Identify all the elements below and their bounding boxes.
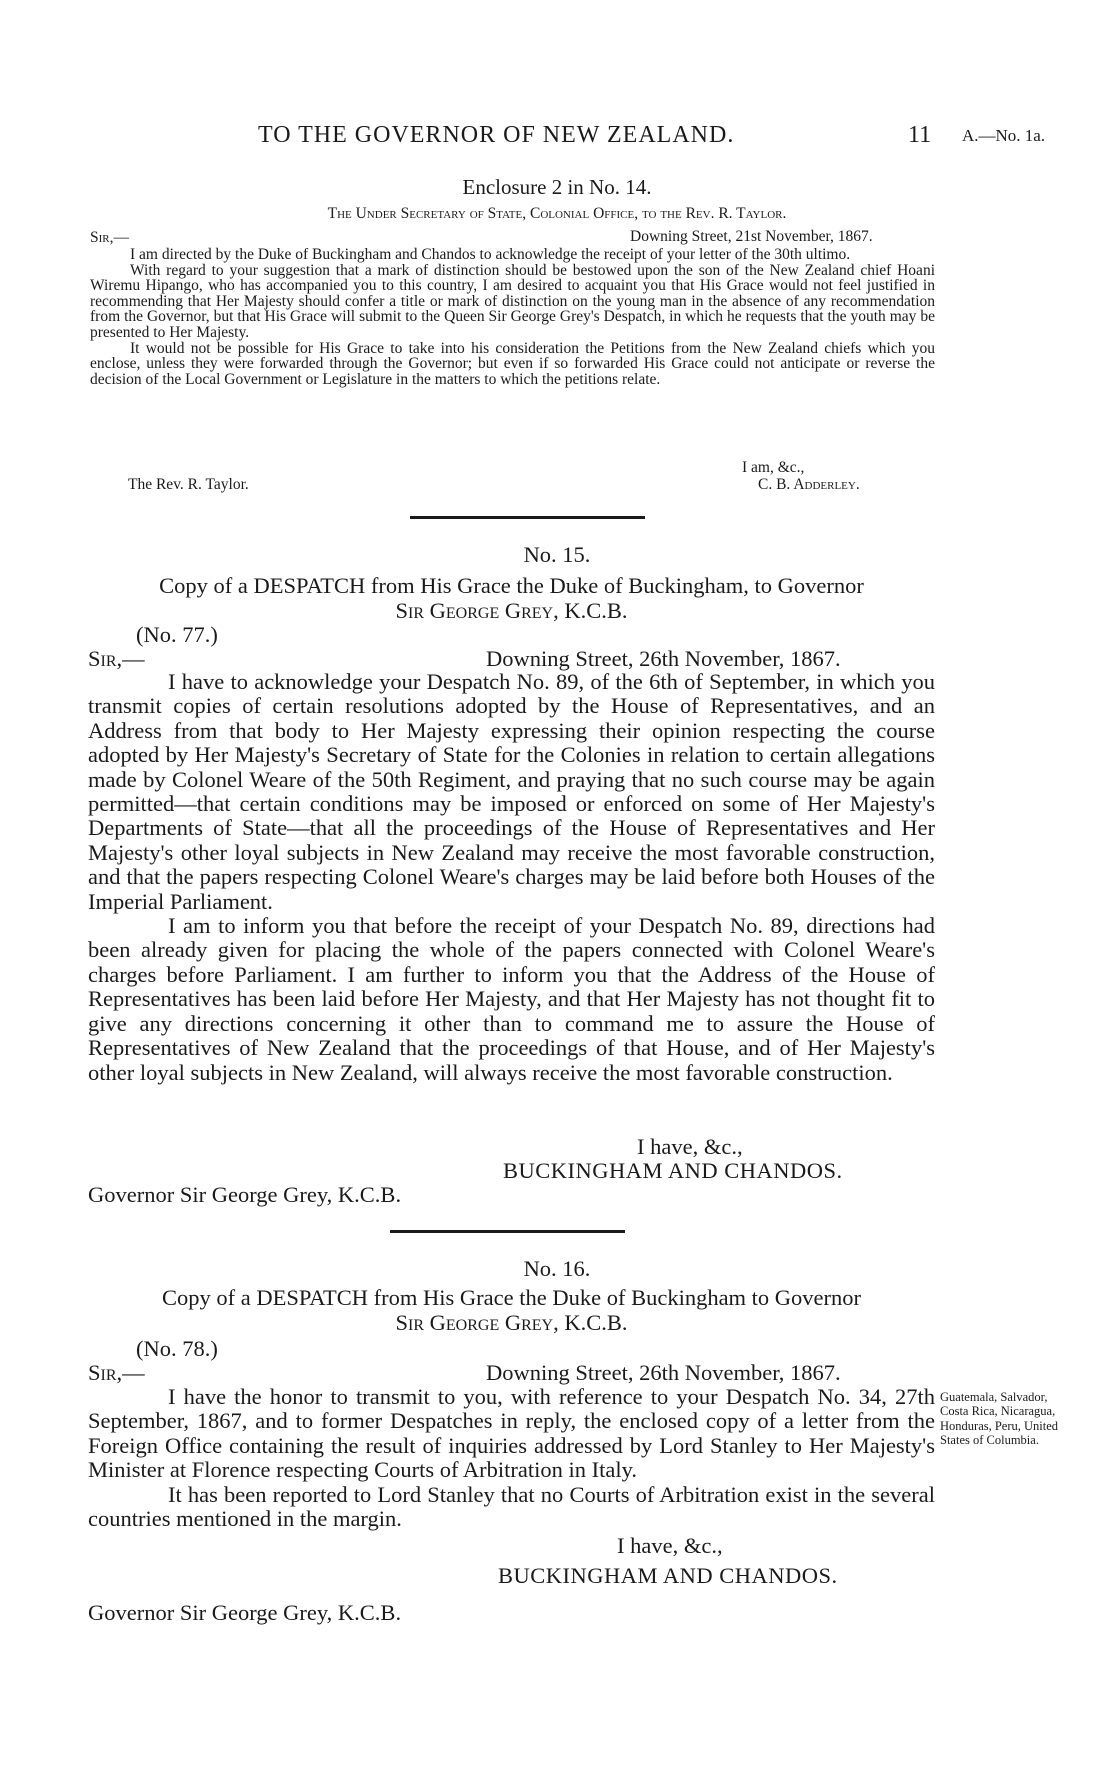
page-number: 11	[908, 122, 932, 148]
despatch-16-salutation: Sir,—	[88, 1360, 145, 1385]
despatch-15-body	[88, 670, 935, 1085]
despatch-15-paragraph-2: I am to inform you that before the receipt of your Despatch No. 89, directions had been already given for placing the whole of the papers connected with Colonel Weare's charges before Parliament. I am further to inform you that the Address of the House of Representatives has been laid before Her Majesty, and that Her Majesty has not thought fit to give any directions concerning it other than to command me to assure the House of Representatives of New Zealand that the proceedings of that House, and of Her Majesty's other loyal subjects in New Zealand, will always receive the most favorable construction.	[88, 913, 935, 1085]
margin-note-countries: Guatemala, Salvador, Costa Rica, Nicaragua, Honduras, Peru, United States of Columbia.	[940, 1390, 1059, 1447]
despatch-16-reference: (No. 78.)	[136, 1336, 218, 1361]
despatch-16-title-line-1: Copy of a DESPATCH from His Grace the Duke of Buckingham to Governor	[161, 1285, 862, 1310]
enclosure-place-date: Downing Street, 21st November, 1867.	[630, 228, 873, 245]
despatch-15-salutation: Sir,—	[88, 646, 145, 671]
despatch-16-number: No. 16.	[523, 1256, 591, 1281]
despatch-15-signature: BUCKINGHAM AND CHANDOS.	[503, 1158, 843, 1183]
enclosure-paragraph-1: I am directed by the Duke of Buckingham and Chandos to acknowledge the receipt of your letter of the 30th ultimo.	[130, 246, 851, 263]
despatch-16-paragraph-2: It has been reported to Lord Stanley that no Courts of Arbitration exist in the several countries mentioned in the margin.	[88, 1481, 935, 1532]
enclosure-body	[90, 247, 935, 387]
despatch-15-reference: (No. 77.)	[136, 622, 218, 647]
enclosure-salutation: Sir,—	[90, 229, 129, 246]
despatch-15-title-line-2: Sir George Grey, K.C.B.	[395, 598, 628, 623]
section-divider	[390, 1230, 625, 1233]
despatch-15-closing: I have, &c.,	[637, 1134, 743, 1159]
page-header	[0, 122, 1114, 152]
despatch-16-signature: BUCKINGHAM AND CHANDOS.	[498, 1563, 838, 1588]
despatch-16-closing: I have, &c.,	[617, 1533, 723, 1558]
despatch-16-place-date: Downing Street, 26th November, 1867.	[486, 1360, 841, 1385]
enclosure-heading: Enclosure 2 in No. 14.	[462, 175, 652, 199]
despatch-15-title-line-1: Copy of a DESPATCH from His Grace the Duke of Buckingham, to Governor	[159, 573, 864, 598]
despatch-15-addressee: Governor Sir George Grey, K.C.B.	[88, 1182, 402, 1207]
despatch-16-addressee: Governor Sir George Grey, K.C.B.	[88, 1600, 402, 1625]
enclosure-addressee: The Rev. R. Taylor.	[128, 476, 249, 493]
despatch-15-place-date: Downing Street, 26th November, 1867.	[486, 646, 841, 671]
despatch-16-paragraph-1: I have the honor to transmit to you, with reference to your Despatch No. 34, 27th September, 1867, and to former Despatches in reply, the enclosed copy of a letter from the Foreign Office containing the result of inquiries addressed by Lord Stanley to Her Majesty's Minister at Florence respecting Courts of Arbitration in Italy.	[88, 1384, 935, 1483]
running-title: TO THE GOVERNOR OF NEW ZEALAND.	[258, 122, 735, 148]
despatch-16-title-line-2: Sir George Grey, K.C.B.	[395, 1310, 628, 1335]
enclosure-closing: I am, &c.,	[742, 459, 805, 476]
enclosure-paragraph-3: It would not be possible for His Grace to take into his consideration the Petitions from the New Zealand chiefs which you enclose, unless they were forwarded through the Governor; but even if so forwarded His Grace could not anticipate or reverse the decision of the Local Government or Legislature in the matters to which the petitions relate.	[90, 339, 935, 388]
page-reference: A.—No. 1a.	[962, 126, 1046, 145]
enclosure-signature: C. B. Adderley.	[758, 476, 860, 493]
section-divider	[410, 516, 645, 519]
enclosure-from-line: The Under Secretary of State, Colonial Office, to the Rev. R. Taylor.	[327, 205, 787, 222]
despatch-16-body	[88, 1385, 935, 1531]
despatch-15-paragraph-1: I have to acknowledge your Despatch No. 89, of the 6th of September, in which you transmit copies of certain resolutions adopted by the House of Representatives, and an Address from that body to Her Majesty expressing their opinion respecting the course adopted by Her Majesty's Secretary of State for the Colonies in relation to certain allegations made by Colonel Weare of the 50th Regiment, and praying that no such course may be again permitted—that certain conditions may be imposed or enforced on some of Her Majesty's Departments of State—that all the proceedings of the House of Representatives and Her Majesty's other loyal subjects in New Zealand may receive the most favorable construction, and that the papers respecting Colonel Weare's charges may be laid before both Houses of the Imperial Parliament.	[88, 669, 935, 914]
despatch-15-number: No. 15.	[523, 542, 591, 567]
enclosure-paragraph-2: With regard to your suggestion that a mark of distinction should be bestowed upon the son of the New Zealand chief Hoani Wiremu Hipango, who has accompanied you to this country, I am desired to acquaint you that His Grace would not feel justified in recommending that Her Majesty should confer a title or mark of distinction on the young man in the absence of any recommendation from the Governor, but that His Grace will submit to the Queen Sir George Grey's Despatch, in which he requests that the youth may be presented to Her Majesty.	[90, 261, 935, 341]
